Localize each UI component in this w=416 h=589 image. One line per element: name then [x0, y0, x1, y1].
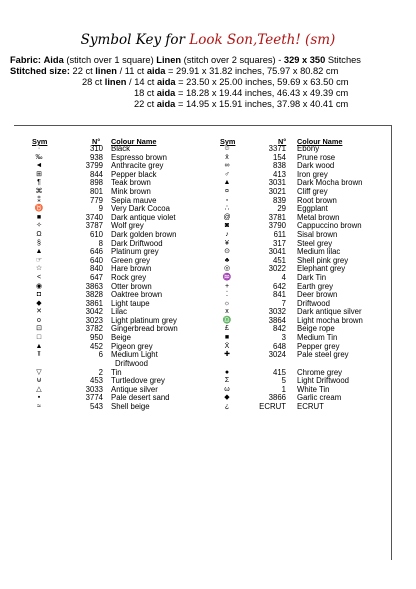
colour-name-right: Cliff grey	[297, 186, 328, 196]
table-row	[0, 188, 416, 197]
col-head-name-right: Colour Name	[297, 137, 343, 146]
table-row	[0, 334, 416, 343]
colour-name-right: Shell pink grey	[297, 255, 349, 265]
symbol-right: ✚	[224, 351, 230, 359]
colour-name-left: Very Dark Cocoa	[111, 204, 170, 214]
symbol-left: ◄	[35, 162, 43, 170]
colour-name-right: White Tin	[297, 384, 330, 394]
table-row	[0, 386, 416, 395]
floss-number-right: 3032	[268, 307, 286, 317]
colour-name-right: Sisal brown	[297, 229, 338, 239]
symbol-right: ⁚	[225, 291, 229, 299]
floss-number-right: 3371	[268, 144, 286, 153]
table-row	[0, 162, 416, 171]
colour-name-left: Black	[111, 144, 131, 153]
colour-name-right: Dark wood	[297, 161, 335, 171]
floss-number-left: 647	[89, 272, 103, 282]
floss-number-right: 648	[272, 341, 286, 351]
floss-number-left: 3863	[85, 281, 103, 291]
floss-number-left: 3828	[85, 290, 103, 300]
symbol-left: ⁑	[37, 196, 41, 204]
colour-name-right: Elephant grey	[297, 264, 346, 274]
symbol-right: x	[225, 308, 229, 316]
colour-name-right: Deer brown	[297, 290, 338, 300]
colour-name-left: Turtledove grey	[111, 376, 165, 386]
floss-number-left: 898	[89, 178, 103, 188]
symbol-left: ■	[36, 213, 42, 221]
table-row	[0, 377, 416, 386]
colour-name-right: Medium lilac	[297, 247, 341, 257]
colour-name-right: Iron grey	[297, 169, 328, 179]
table-row	[0, 248, 416, 257]
symbol-right: ẍ	[225, 153, 229, 161]
col-head-sym-right: Sym	[220, 137, 236, 146]
symbol-right: +	[224, 282, 230, 290]
symbol-right: ▲	[223, 179, 231, 187]
floss-number-left: 452	[89, 341, 103, 351]
floss-number-left: 3799	[85, 161, 103, 171]
symbol-left: ·	[37, 145, 41, 152]
title-prefix: Symbol Key for	[80, 32, 185, 48]
floss-number-left: 779	[89, 195, 103, 205]
colour-name-left: Sepia mauve	[111, 195, 157, 205]
colour-name-left: Shell beige	[111, 402, 150, 412]
colour-name-left: Gingerbread brown	[111, 324, 178, 334]
symbol-right: ¿	[224, 403, 230, 411]
title-pattern-name: Look Son,Teeth! (sm)	[189, 32, 336, 48]
colour-name-left: Rock grey	[111, 272, 147, 282]
symbol-right: ◙	[224, 222, 230, 230]
table-row	[0, 145, 416, 154]
colour-name-right: Steel grey	[297, 238, 333, 248]
table-row	[0, 179, 416, 188]
colour-name-right: Prune rose	[297, 152, 336, 162]
symbol-right: ω	[224, 385, 230, 393]
colour-name-left: Pepper black	[111, 169, 157, 179]
colour-name-left: Otter brown	[111, 281, 152, 291]
floss-number-left: 3774	[85, 393, 103, 403]
floss-number-right: 4	[281, 272, 286, 282]
floss-number-right: 3041	[268, 247, 286, 257]
floss-number-right: 3	[281, 333, 286, 343]
colour-name-left: Teak brown	[111, 178, 151, 188]
floss-number-right: 3024	[268, 350, 286, 360]
symbol-right: ∞	[224, 162, 230, 170]
colour-name-left: Mink brown	[111, 186, 151, 196]
symbol-left: ≈	[37, 403, 41, 411]
colour-name-right: Driftwood	[297, 298, 330, 308]
floss-number-right: 3022	[268, 264, 286, 274]
col-head-name-left: Colour Name	[111, 137, 157, 146]
colour-name-right: Cappuccino brown	[297, 221, 362, 231]
table-row	[0, 351, 416, 368]
floss-number-right: 841	[272, 290, 286, 300]
colour-name-right: ECRUT	[297, 402, 324, 412]
symbol-left: ⊎	[36, 377, 42, 385]
symbol-key-table	[0, 145, 416, 412]
symbol-right: ◆	[224, 394, 230, 402]
floss-number-right: 839	[272, 195, 286, 205]
floss-number-left: 310	[89, 144, 103, 153]
floss-number-right: 5	[281, 376, 286, 386]
symbol-right: £	[225, 325, 229, 333]
floss-number-right: 317	[272, 238, 286, 248]
floss-number-right: 154	[272, 152, 286, 162]
symbol-right: ◎	[223, 265, 231, 273]
colour-name-left: Light platinum grey	[111, 315, 177, 325]
colour-name-right: Earth grey	[297, 281, 333, 291]
floss-number-right: 413	[272, 169, 286, 179]
floss-number-right: 29	[277, 204, 286, 214]
symbol-left: ▲	[35, 342, 43, 350]
table-row	[0, 403, 416, 412]
symbol-left: ο	[37, 316, 41, 324]
symbol-right: ¤	[225, 187, 229, 195]
floss-number-left: 3023	[85, 315, 103, 325]
colour-name-right: Light Driftwood	[297, 376, 350, 386]
floss-number-right: 3864	[268, 315, 286, 325]
floss-number-left: 950	[89, 333, 103, 343]
symbol-left: ⊡	[36, 325, 42, 333]
colour-name-left: Hare brown	[111, 264, 152, 274]
colour-name-right: Pepper grey	[297, 341, 340, 351]
floss-number-right: 3866	[268, 393, 286, 403]
symbol-right: ☺	[223, 145, 231, 152]
table-row	[0, 274, 416, 283]
colour-name-left: Dark Driftwood	[111, 238, 163, 248]
symbol-right: Ẍ	[224, 342, 230, 350]
floss-number-right: 611	[273, 229, 286, 239]
floss-number-left: 646	[89, 247, 103, 257]
symbol-left: ¶	[37, 179, 41, 187]
symbol-right: ♣	[224, 256, 230, 264]
symbol-right: @	[223, 213, 231, 221]
symbol-right: ☼	[223, 299, 231, 307]
colour-name-left: Dark golden brown	[111, 229, 177, 239]
floss-number-right: 451	[272, 255, 286, 265]
colour-name-right: Metal brown	[297, 212, 340, 222]
floss-number-left: 640	[89, 255, 103, 265]
table-row	[0, 257, 416, 266]
fabric-line: Fabric: Aida (stitch over 1 square) Linen (stitch over 2 squares) - 329 x 350 Stitches	[10, 55, 361, 65]
colour-name-left: Tin	[111, 367, 122, 377]
colour-name-left: Wolf grey	[111, 221, 144, 231]
floss-number-left: 844	[89, 169, 103, 179]
floss-number-left: 938	[89, 152, 103, 162]
floss-number-left: 3042	[85, 307, 103, 317]
floss-number-left: 2	[98, 367, 103, 377]
symbol-right: ▫	[225, 196, 229, 204]
floss-number-right: 1	[281, 384, 286, 394]
table-top-border	[14, 125, 392, 126]
colour-name-right: Dark antique silver	[297, 307, 362, 317]
page-title	[0, 32, 416, 48]
colour-name-right: Beige rope	[297, 324, 335, 334]
symbol-right: ⊙	[224, 248, 230, 256]
colour-name-left: Light taupe	[111, 298, 150, 308]
table-row	[0, 231, 416, 240]
floss-number-left: 801	[89, 186, 103, 196]
symbol-left: ◉	[35, 282, 43, 290]
colour-name-right: Dark Mocha brown	[297, 178, 363, 188]
symbol-left: ▪	[37, 394, 41, 402]
floss-number-left: 453	[89, 376, 103, 386]
floss-number-left: 3782	[85, 324, 103, 334]
table-row	[0, 369, 416, 378]
floss-number-left: 3740	[85, 212, 103, 222]
symbol-right: ∴	[224, 205, 230, 213]
colour-name-left: Pale desert sand	[111, 393, 170, 403]
symbol-right: ♂	[224, 170, 230, 178]
col-head-num-left: N°	[92, 137, 101, 146]
stitched-size-line-1: Stitched size: 22 ct linen / 11 ct aida = 29.91 x 31.82 inches, 75.97 x 80.82 cm	[10, 66, 339, 76]
symbol-left: ◘	[36, 291, 42, 299]
table-row	[0, 154, 416, 163]
colour-name-left: Anthracite grey	[111, 161, 164, 171]
table-row	[0, 265, 416, 274]
symbol-left: ☞	[35, 256, 43, 264]
stitched-size-line-4: 22 ct aida = 14.95 x 15.91 inches, 37.98 x 40.41 cm	[134, 99, 349, 109]
colour-name-left: Beige	[111, 333, 131, 343]
table-row	[0, 240, 416, 249]
symbol-left: ⌘	[35, 187, 43, 195]
table-row	[0, 343, 416, 352]
floss-number-right: 3031	[268, 178, 286, 188]
table-row	[0, 197, 416, 206]
symbol-right: ■	[224, 334, 230, 342]
col-head-num-right: N°	[278, 137, 287, 146]
floss-number-right: 3790	[268, 221, 286, 231]
colour-name-left: Pigeon grey	[111, 341, 153, 351]
symbol-left: ⊞	[36, 170, 42, 178]
floss-number-left: 3861	[85, 298, 103, 308]
colour-name-right: Ebony	[297, 144, 320, 153]
colour-name-left-continued: Driftwood	[115, 358, 148, 368]
symbol-right: ♒	[222, 273, 232, 281]
colour-name-right: Garlic cream	[297, 393, 342, 403]
symbol-left: ✧	[36, 222, 42, 230]
colour-name-left: Medium Light	[111, 350, 158, 360]
symbol-left: ‰	[35, 153, 43, 161]
colour-name-right: Eggplant	[297, 204, 328, 214]
stitched-size-line-3: 18 ct aida = 18.28 x 19.44 inches, 46.43 x 49.39 cm	[134, 88, 349, 98]
floss-number-right: ECRUT	[259, 402, 286, 412]
colour-name-left: Green grey	[111, 255, 151, 265]
colour-name-left: Platinum grey	[111, 247, 159, 257]
floss-number-left: 3033	[85, 384, 103, 394]
floss-number-right: 838	[272, 161, 286, 171]
floss-number-right: 642	[272, 281, 286, 291]
table-row	[0, 283, 416, 292]
floss-number-right: 415	[272, 367, 286, 377]
symbol-left: ◆	[36, 299, 42, 307]
symbol-left: §	[37, 239, 41, 247]
colour-name-right: Dark Tin	[297, 272, 327, 282]
symbol-left: Ω	[36, 230, 42, 238]
floss-number-left: 543	[89, 402, 103, 412]
colour-name-left: Dark antique violet	[111, 212, 176, 222]
floss-number-left: 610	[89, 229, 103, 239]
table-row	[0, 291, 416, 300]
stitched-size-line-2: 28 ct linen / 14 ct aida = 23.50 x 25.00 inches, 59.69 x 63.50 cm	[82, 77, 349, 87]
table-row	[0, 317, 416, 326]
symbol-right: ¥	[225, 239, 229, 247]
colour-name-right: Light mocha brown	[297, 315, 363, 325]
symbol-right: Σ	[224, 377, 230, 385]
col-head-sym-left: Sym	[32, 137, 48, 146]
symbol-left: ☆	[35, 265, 43, 273]
colour-name-right: Root brown	[297, 195, 337, 205]
floss-number-left: 6	[98, 350, 103, 360]
floss-number-left: 9	[98, 204, 103, 214]
floss-number-right: 7	[281, 298, 286, 308]
colour-name-left: Lilac	[111, 307, 128, 317]
symbol-left: ▲	[35, 248, 43, 256]
symbol-left: ✕	[36, 308, 42, 316]
floss-number-left: 3787	[85, 221, 103, 231]
symbol-right: ●	[224, 368, 230, 376]
floss-number-right: 3781	[268, 212, 286, 222]
colour-name-left: Oaktree brown	[111, 290, 163, 300]
table-row	[0, 222, 416, 231]
symbol-left: ▽	[36, 368, 42, 376]
colour-name-right: Pale steel grey	[297, 350, 349, 360]
symbol-right: ♎	[222, 316, 232, 324]
colour-name-right: Medium Tin	[297, 333, 338, 343]
floss-number-right: 842	[272, 324, 286, 334]
table-row	[0, 325, 416, 334]
colour-name-right: Chrome grey	[297, 367, 343, 377]
symbol-left: □	[36, 334, 42, 342]
symbol-right: ♪	[225, 230, 229, 238]
symbol-left: △	[36, 385, 42, 393]
symbol-left: <	[36, 273, 42, 281]
colour-name-left: Espresso brown	[111, 152, 167, 162]
floss-number-left: 8	[98, 238, 103, 248]
table-row	[0, 394, 416, 403]
floss-number-left: 840	[89, 264, 103, 274]
symbol-left: ♉	[34, 205, 44, 213]
symbol-left: ⫪	[37, 351, 41, 359]
floss-number-right: 3021	[268, 186, 286, 196]
table-row	[0, 205, 416, 214]
colour-name-left: Antique silver	[111, 384, 158, 394]
